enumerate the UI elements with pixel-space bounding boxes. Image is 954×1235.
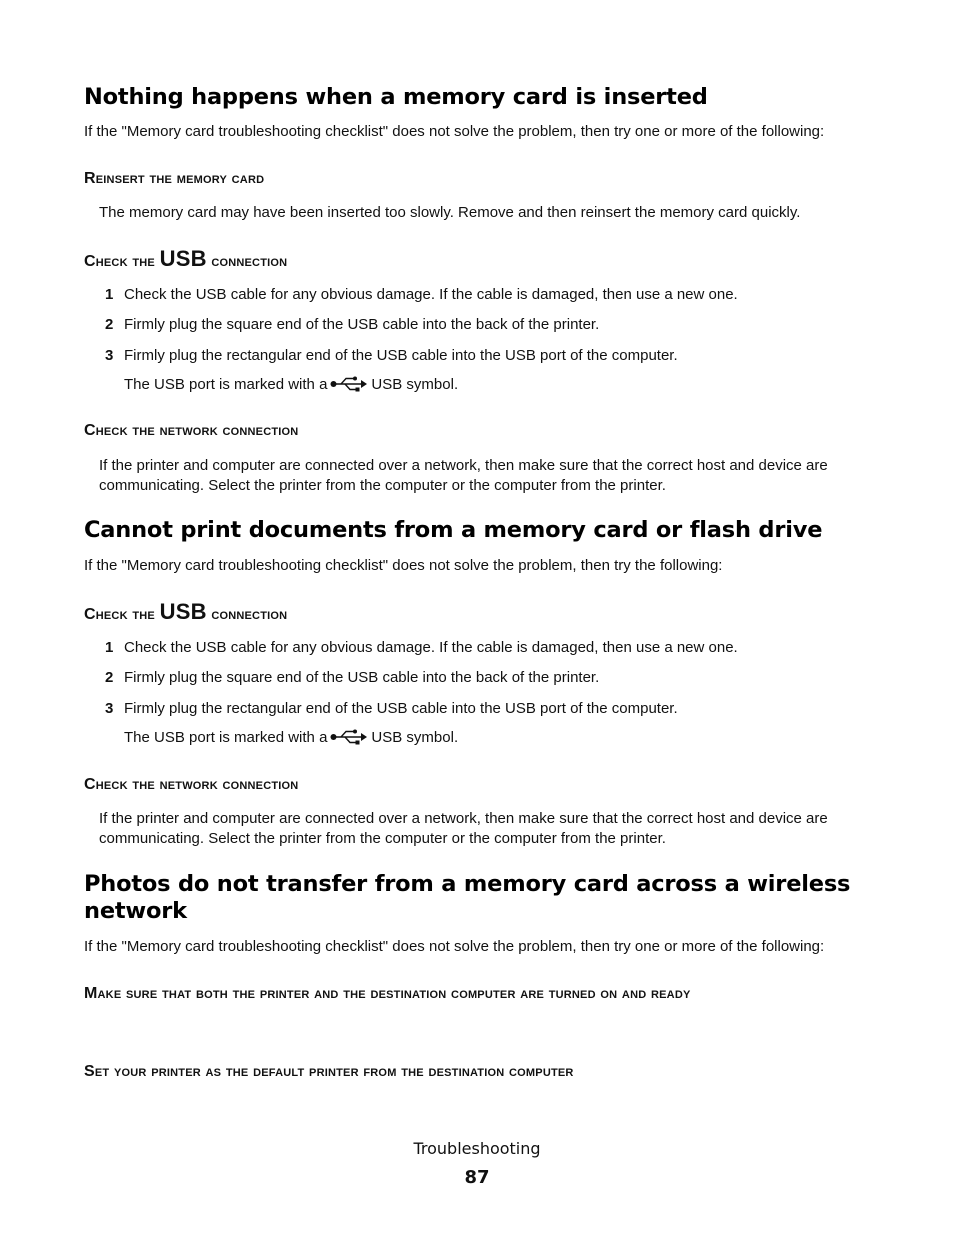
section-title: Photos do not transfer from a memory card across a wireless network <box>84 871 851 924</box>
paragraph: The memory card may have been inserted too slowly. Remove and then reinsert the memory card quickly. <box>99 204 801 221</box>
page-number: 87 <box>464 1167 490 1188</box>
subheading: Check the network connection <box>84 422 299 439</box>
section-title: Nothing happens when a memory card is inserted <box>84 84 708 110</box>
subheading: Check the USB connection <box>84 599 288 624</box>
subheading: Set your printer as the default printer from the destination computer <box>84 1063 574 1080</box>
paragraph: If the printer and computer are connected over a network, then make sure that the correct host and device are communicating. Select the printer from the computer or the computer from the printer. <box>99 457 828 494</box>
usb-note: The USB port is marked with a USB symbol. <box>124 375 458 398</box>
subheading: Check the USB connection <box>84 246 288 271</box>
section-title: Cannot print documents from a memory card or flash drive <box>84 517 823 543</box>
section-intro: If the "Memory card troubleshooting checklist" does not solve the problem, then try one or more of the following: <box>84 123 825 140</box>
footer-chapter-label: Troubleshooting <box>413 1139 541 1158</box>
subheading: Check the network connection <box>84 776 299 793</box>
usb-note: The USB port is marked with a USB symbol. <box>124 728 458 751</box>
usb-symbol-icon <box>330 376 368 398</box>
usb-symbol-icon <box>330 729 368 751</box>
section-intro: If the "Memory card troubleshooting checklist" does not solve the problem, then try one or more of the following: <box>84 938 825 955</box>
section-intro: If the "Memory card troubleshooting checklist" does not solve the problem, then try the following: <box>84 557 723 574</box>
subheading: Make sure that both the printer and the destination computer are turned on and ready <box>84 985 691 1002</box>
paragraph: If the printer and computer are connected over a network, then make sure that the correct host and device are communicating. Select the printer from the computer or the computer from the printer. <box>99 810 828 847</box>
subheading: Reinsert the memory card <box>84 170 265 187</box>
